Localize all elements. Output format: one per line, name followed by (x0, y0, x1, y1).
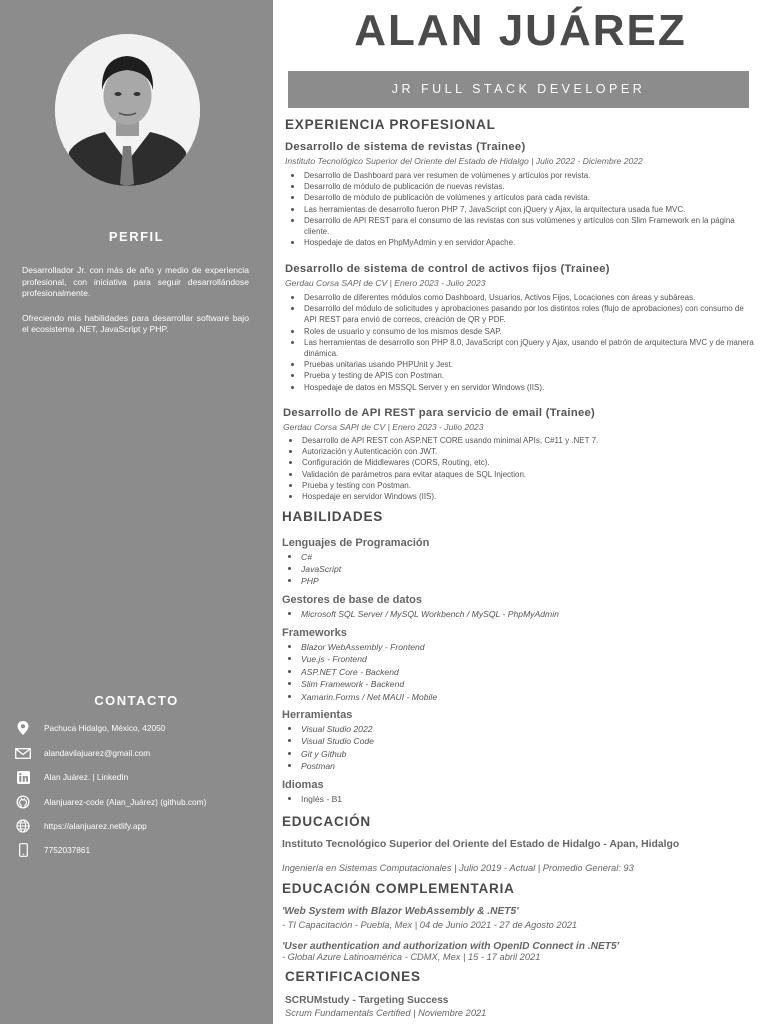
skill-list (282, 608, 742, 620)
list-item: Roles de usuario y consumo de los mismos desde SAP. (285, 326, 757, 337)
list-item: Desarrollo del módulo de solicitudes y aprobaciones pasando por los distintos roles (flujo de aprobaciones) con consumo de API REST para envió de correos, creación de QR y PDF. (285, 303, 757, 325)
job-subtitle: Gerdau Corsa SAPI de CV | Enero 2023 - Julio 2023 (285, 278, 486, 288)
job-bullets (283, 435, 753, 502)
skill-group-title: Frameworks (282, 627, 347, 639)
list-item: Las herramientas de desarrollo fueron PHP 7, JavaScript con jQuery y Ajax, la arquitectura usada fue MVC. (285, 204, 755, 215)
skill-list (282, 793, 742, 805)
list-item: Desarrollo de diferentes módulos como Dashboard, Usuarios, Activos Fijos, Locaciones con áreas y subáreas. (285, 292, 757, 303)
skills-heading: HABILIDADES (282, 509, 384, 524)
list-item: Desarrollo de API REST para el consumo de las revistas con sus volúmenes y artículos con Slim Framework en la página cliente. (285, 215, 755, 237)
list-item: Prueba y testing con Postman. (283, 480, 753, 491)
skill-list (282, 551, 742, 588)
github-icon (14, 795, 32, 809)
contact-text: Alan Juárez. | LinkedIn (44, 772, 129, 782)
skill-group-title: Idiomas (282, 779, 324, 791)
job-title: Desarrollo de API REST para servicio de email (Trainee) (283, 407, 596, 419)
contact-text: Pachuca Hidalgo, México, 42050 (44, 723, 166, 733)
contact-address (14, 718, 165, 738)
job-title: Desarrollo de sistema de revistas (Trainee) (285, 141, 526, 153)
phone-icon (14, 843, 32, 857)
course-title: 'Web System with Blazor WebAssembly & .NET5' (282, 906, 519, 917)
list-item: Autorización y Autenticación con JWT. (283, 446, 753, 457)
list-item: PHP (282, 575, 742, 587)
list-item: Slim Framework - Backend (282, 678, 742, 690)
certification-title: SCRUMstudy - Targeting Success (285, 995, 449, 1006)
list-item: Hospedaje en servidor Windows (IIS). (283, 491, 753, 502)
contact-text: Alanjuarez-code (Alan_Juárez) (github.com) (44, 797, 207, 807)
course-title: 'User authentication and authorization with OpenID Connect in .NET5' (282, 941, 620, 952)
list-item: Hospedaje de datos en PhpMyAdmin y en servidor Apache. (285, 237, 755, 248)
list-item: Desarrollo de módulo de publicación de volúmenes y artículos para cada revista. (285, 192, 755, 203)
skill-group-title: Gestores de base de datos (282, 594, 422, 606)
list-item: Inglés - B1 (282, 793, 742, 805)
skill-group-title: Lenguajes de Programación (282, 537, 430, 549)
list-item: Microsoft SQL Server / MySQL Workbench / MySQL - PhpMyAdmin (282, 608, 742, 620)
perfil-paragraph: Desarrollador Jr. con más de año y medio de experiencia profesional, con iniciativa para seguir desarrollándose profesionalmente. (22, 265, 249, 298)
list-item: JavaScript (282, 563, 742, 575)
list-item: Desarrollo de módulo de publicación de nuevas revistas. (285, 181, 755, 192)
contact-website[interactable] (14, 816, 147, 836)
perfil-text (22, 265, 249, 349)
globe-icon (14, 819, 32, 833)
perfil-paragraph: Ofreciendo mis habilidades para desarrollar software bajo el ecosistema .NET, JavaScript y PHP. (22, 312, 249, 334)
certifications-heading: CERTIFICACIONES (285, 969, 421, 984)
education-school: Instituto Tecnológico Superior del Oriente del Estado de Hidalgo - Apan, Hidalgo (282, 839, 680, 850)
linkedin-icon (14, 770, 32, 784)
job-bullets (285, 292, 757, 393)
list-item: Pruebas unitarias usando PHPUnit y Jest. (285, 359, 757, 370)
contact-text: https://alanjuarez.netlify.app (44, 821, 147, 831)
list-item: Vue.js - Frontend (282, 653, 742, 665)
list-item: Postman (282, 760, 742, 772)
contact-phone[interactable] (14, 840, 90, 860)
list-item: Las herramientas de desarrollo son PHP 8.0, JavaScript con jQuery y Ajax, usando el patrón de arquitectura MVC y de manera dinámica. (285, 337, 757, 359)
list-item: Prueba y testing de APIS con Postman. (285, 370, 757, 381)
list-item: Blazor WebAssembly - Frontend (282, 641, 742, 653)
list-item: Desarrollo de API REST con ASP.NET CORE usando minimal APIs, C#11 y .NET 7. (283, 435, 753, 446)
list-item: Configuración de Middlewares (CORS, Routing, etc). (283, 457, 753, 468)
contact-github[interactable] (14, 792, 206, 812)
experience-heading: EXPERIENCIA PROFESIONAL (285, 117, 496, 132)
list-item: Git y Github (282, 748, 742, 760)
education-heading: EDUCACIÓN (282, 814, 371, 829)
list-item: Visual Studio Code (282, 735, 742, 747)
sidebar (0, 0, 273, 1024)
contact-text: alandavilajuarez@gmail.com (44, 748, 151, 758)
contact-email[interactable] (14, 743, 150, 763)
course-detail: - Global Azure Latinoamérica - CDMX, Mex | 15 - 17 abril 2021 (282, 952, 541, 962)
job-subtitle: Instituto Tecnológico Superior del Oriente del Estado de Hidalgo | Julio 2022 - Diciembre 2022 (285, 156, 643, 166)
candidate-name: ALAN JUÁREZ (354, 6, 687, 55)
job-title: Desarrollo de sistema de control de activos fijos (Trainee) (285, 263, 610, 275)
list-item: Desarrollo de Dashboard para ver resumen de volúmenes y artículos por revista. (285, 170, 755, 181)
skill-list (282, 723, 742, 773)
perfil-heading: PERFIL (108, 229, 165, 244)
skill-list (282, 641, 742, 703)
list-item: Xamarin.Forms / Net MAUI - Mobile (282, 691, 742, 703)
list-item: Visual Studio 2022 (282, 723, 742, 735)
role-banner: JR FULL STACK DEVELOPER (288, 71, 749, 108)
list-item: Hospedaje de datos en MSSQL Server y en servidor Windows (IIS). (285, 382, 757, 393)
job-bullets (285, 170, 755, 248)
complementary-heading: EDUCACIÓN COMPLEMENTARIA (282, 881, 515, 896)
certification-detail: Scrum Fundamentals Certified | Noviembre 2021 (285, 1008, 487, 1018)
job-subtitle: Gerdau Corsa SAPI de CV | Enero 2023 - Julio 2023 (283, 422, 484, 432)
list-item: C# (282, 551, 742, 563)
main-content (273, 0, 768, 1024)
envelope-icon (14, 746, 32, 760)
location-pin-icon (14, 721, 32, 735)
contact-heading: CONTACTO (94, 693, 179, 708)
list-item: Validación de parámetros para evitar ataques de SQL Injection. (283, 469, 753, 480)
contact-text: 7752037861 (44, 845, 91, 855)
contact-linkedin[interactable] (14, 767, 128, 787)
course-detail: - TI Capacitación - Puebla, Mex | 04 de Junio 2021 - 27 de Agosto 2021 (282, 920, 578, 930)
education-detail: Ingeniería en Sistemas Computacionales | Julio 2019 - Actual | Promedio General: 93 (282, 863, 634, 873)
profile-photo (55, 34, 200, 186)
list-item: ASP.NET Core - Backend (282, 666, 742, 678)
skill-group-title: Herramientas (282, 709, 353, 721)
